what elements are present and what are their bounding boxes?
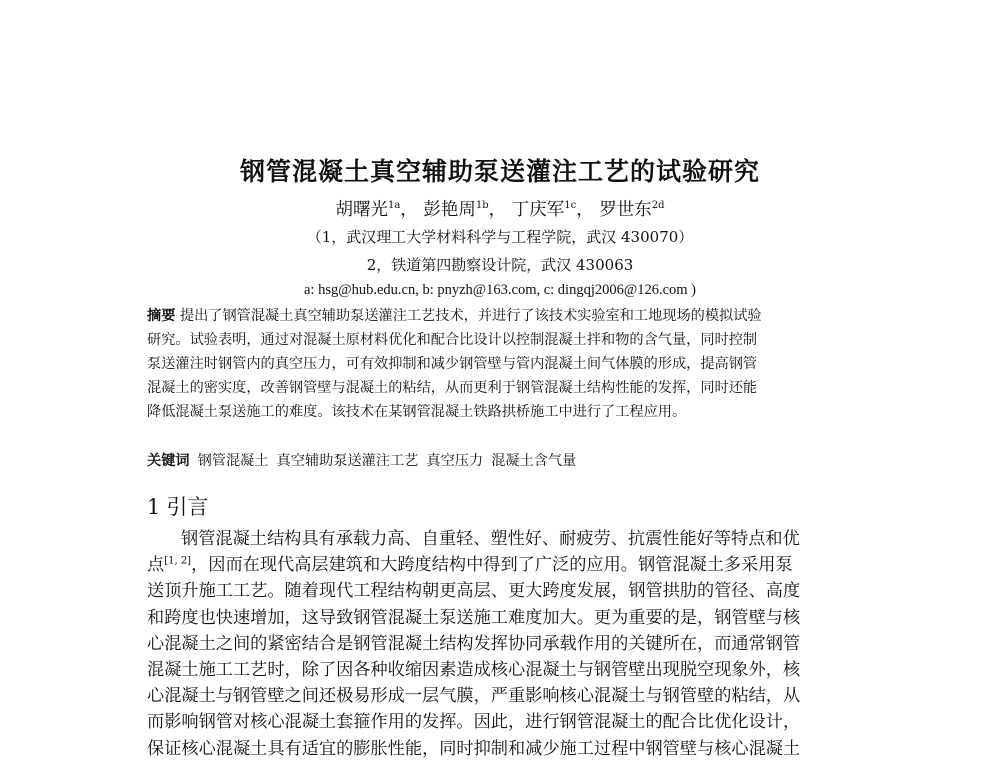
abstract <box>147 304 887 424</box>
author: 彭艳周$^{1b}$， <box>423 200 507 220</box>
author: 胡曙光$^{1a}$， <box>335 200 418 220</box>
paper-title: 钢管混凝土真空辅助泵送灌注工艺的试验研究 <box>239 157 760 186</box>
body-line: 和跨度也快速增加，这导致钢管混凝土泵送施工难度加大。更为重要的是，钢管壁与核 <box>147 607 801 628</box>
citation: [1, 2] <box>164 555 192 567</box>
author: 罗世东$^{2d}$ <box>599 200 665 220</box>
keyword: 混凝土含气量 <box>491 453 577 469</box>
keywords <box>147 450 576 470</box>
abstract-line: 研究。试验表明，通过对混凝土原材料优化和配合比设计以控制混凝土拌和物的含气量，同时控制 <box>147 332 758 348</box>
author: 丁庆军$^{1c}$， <box>511 200 594 220</box>
body-line: 送顶升施工工艺。随着现代工程结构朝更高层、更大跨度发展，钢管拱肋的管径、高度 <box>147 581 801 602</box>
body-line: 心混凝土与钢管壁之间还极易形成一层气膜，严重影响核心混凝土与钢管壁的粘结，从 <box>147 686 801 707</box>
body-line: 保证核心混凝土具有适宜的膨胀性能，同时抑制和减少施工过程中钢管壁与核心混凝土 <box>147 738 801 759</box>
keyword: 真空辅助泵送灌注工艺 <box>276 453 419 469</box>
abstract-label: 摘要 <box>147 308 176 324</box>
abstract-line: 泵送灌注时钢管内的真空压力，可有效抑制和减少钢管壁与管内混凝土间气体膜的形成，提高钢管 <box>147 356 758 372</box>
section-heading <box>147 491 208 521</box>
author-affiliation-mark: 1c <box>564 200 577 212</box>
keyword: 钢管混凝土 <box>197 453 269 469</box>
affiliation-1: （1，武汉理工大学材料科学与工程学院，武汉 430070） <box>306 228 694 246</box>
abstract-line: 降低混凝土泵送施工的难度。该技术在某钢管混凝土铁路拱桥施工中进行了工程应用。 <box>147 404 687 420</box>
abstract-line: 摘要 提出了钢管混凝土真空辅助泵送灌注工艺技术，并进行了该技术实验室和工地现场的模拟试验 <box>147 308 762 324</box>
body-line: 点[1, 2]，因而在现代高层建筑和大跨度结构中得到了广泛的应用。钢管混凝土多采用泵 <box>147 555 793 576</box>
body-text <box>147 526 887 762</box>
section-title: 引言 <box>166 495 209 519</box>
body-line: 心混凝土之间的紧密结合是钢管混凝土结构发挥协同承载作用的关键所在，而通常钢管 <box>147 633 801 654</box>
body-line: 而影响钢管对核心混凝土套箍作用的发挥。因此，进行钢管混凝土的配合比优化设计， <box>147 712 801 733</box>
author-affiliation-mark: 1b <box>475 200 489 212</box>
author-affiliation-mark: 2d <box>651 200 665 212</box>
affiliation-2: 2，铁道第四勘察设计院，武汉 430063 <box>366 256 634 274</box>
keyword: 真空压力 <box>426 453 484 469</box>
keywords-label: 关键词 <box>147 453 190 469</box>
author-list <box>0 196 1000 221</box>
section-number: 1 <box>147 495 161 519</box>
body-line: 钢管混凝土结构具有承载力高、自重轻、塑性好、耐疲劳、抗震性能好等特点和优 <box>181 529 800 549</box>
author-affiliation-mark: 1a <box>387 200 401 212</box>
body-line: 混凝土施工工艺时，除了因各种收缩因素造成核心混凝土与钢管壁出现脱空现象外，核 <box>147 659 801 680</box>
author-emails: a: hsg@hub.edu.cn, b: pnyzh@163.com, c: dingqj2006@126.com ) <box>303 282 697 298</box>
abstract-line: 混凝土的密实度，改善钢管壁与混凝土的粘结，从而更利于钢管混凝土结构性能的发挥，同时还能 <box>147 380 758 396</box>
